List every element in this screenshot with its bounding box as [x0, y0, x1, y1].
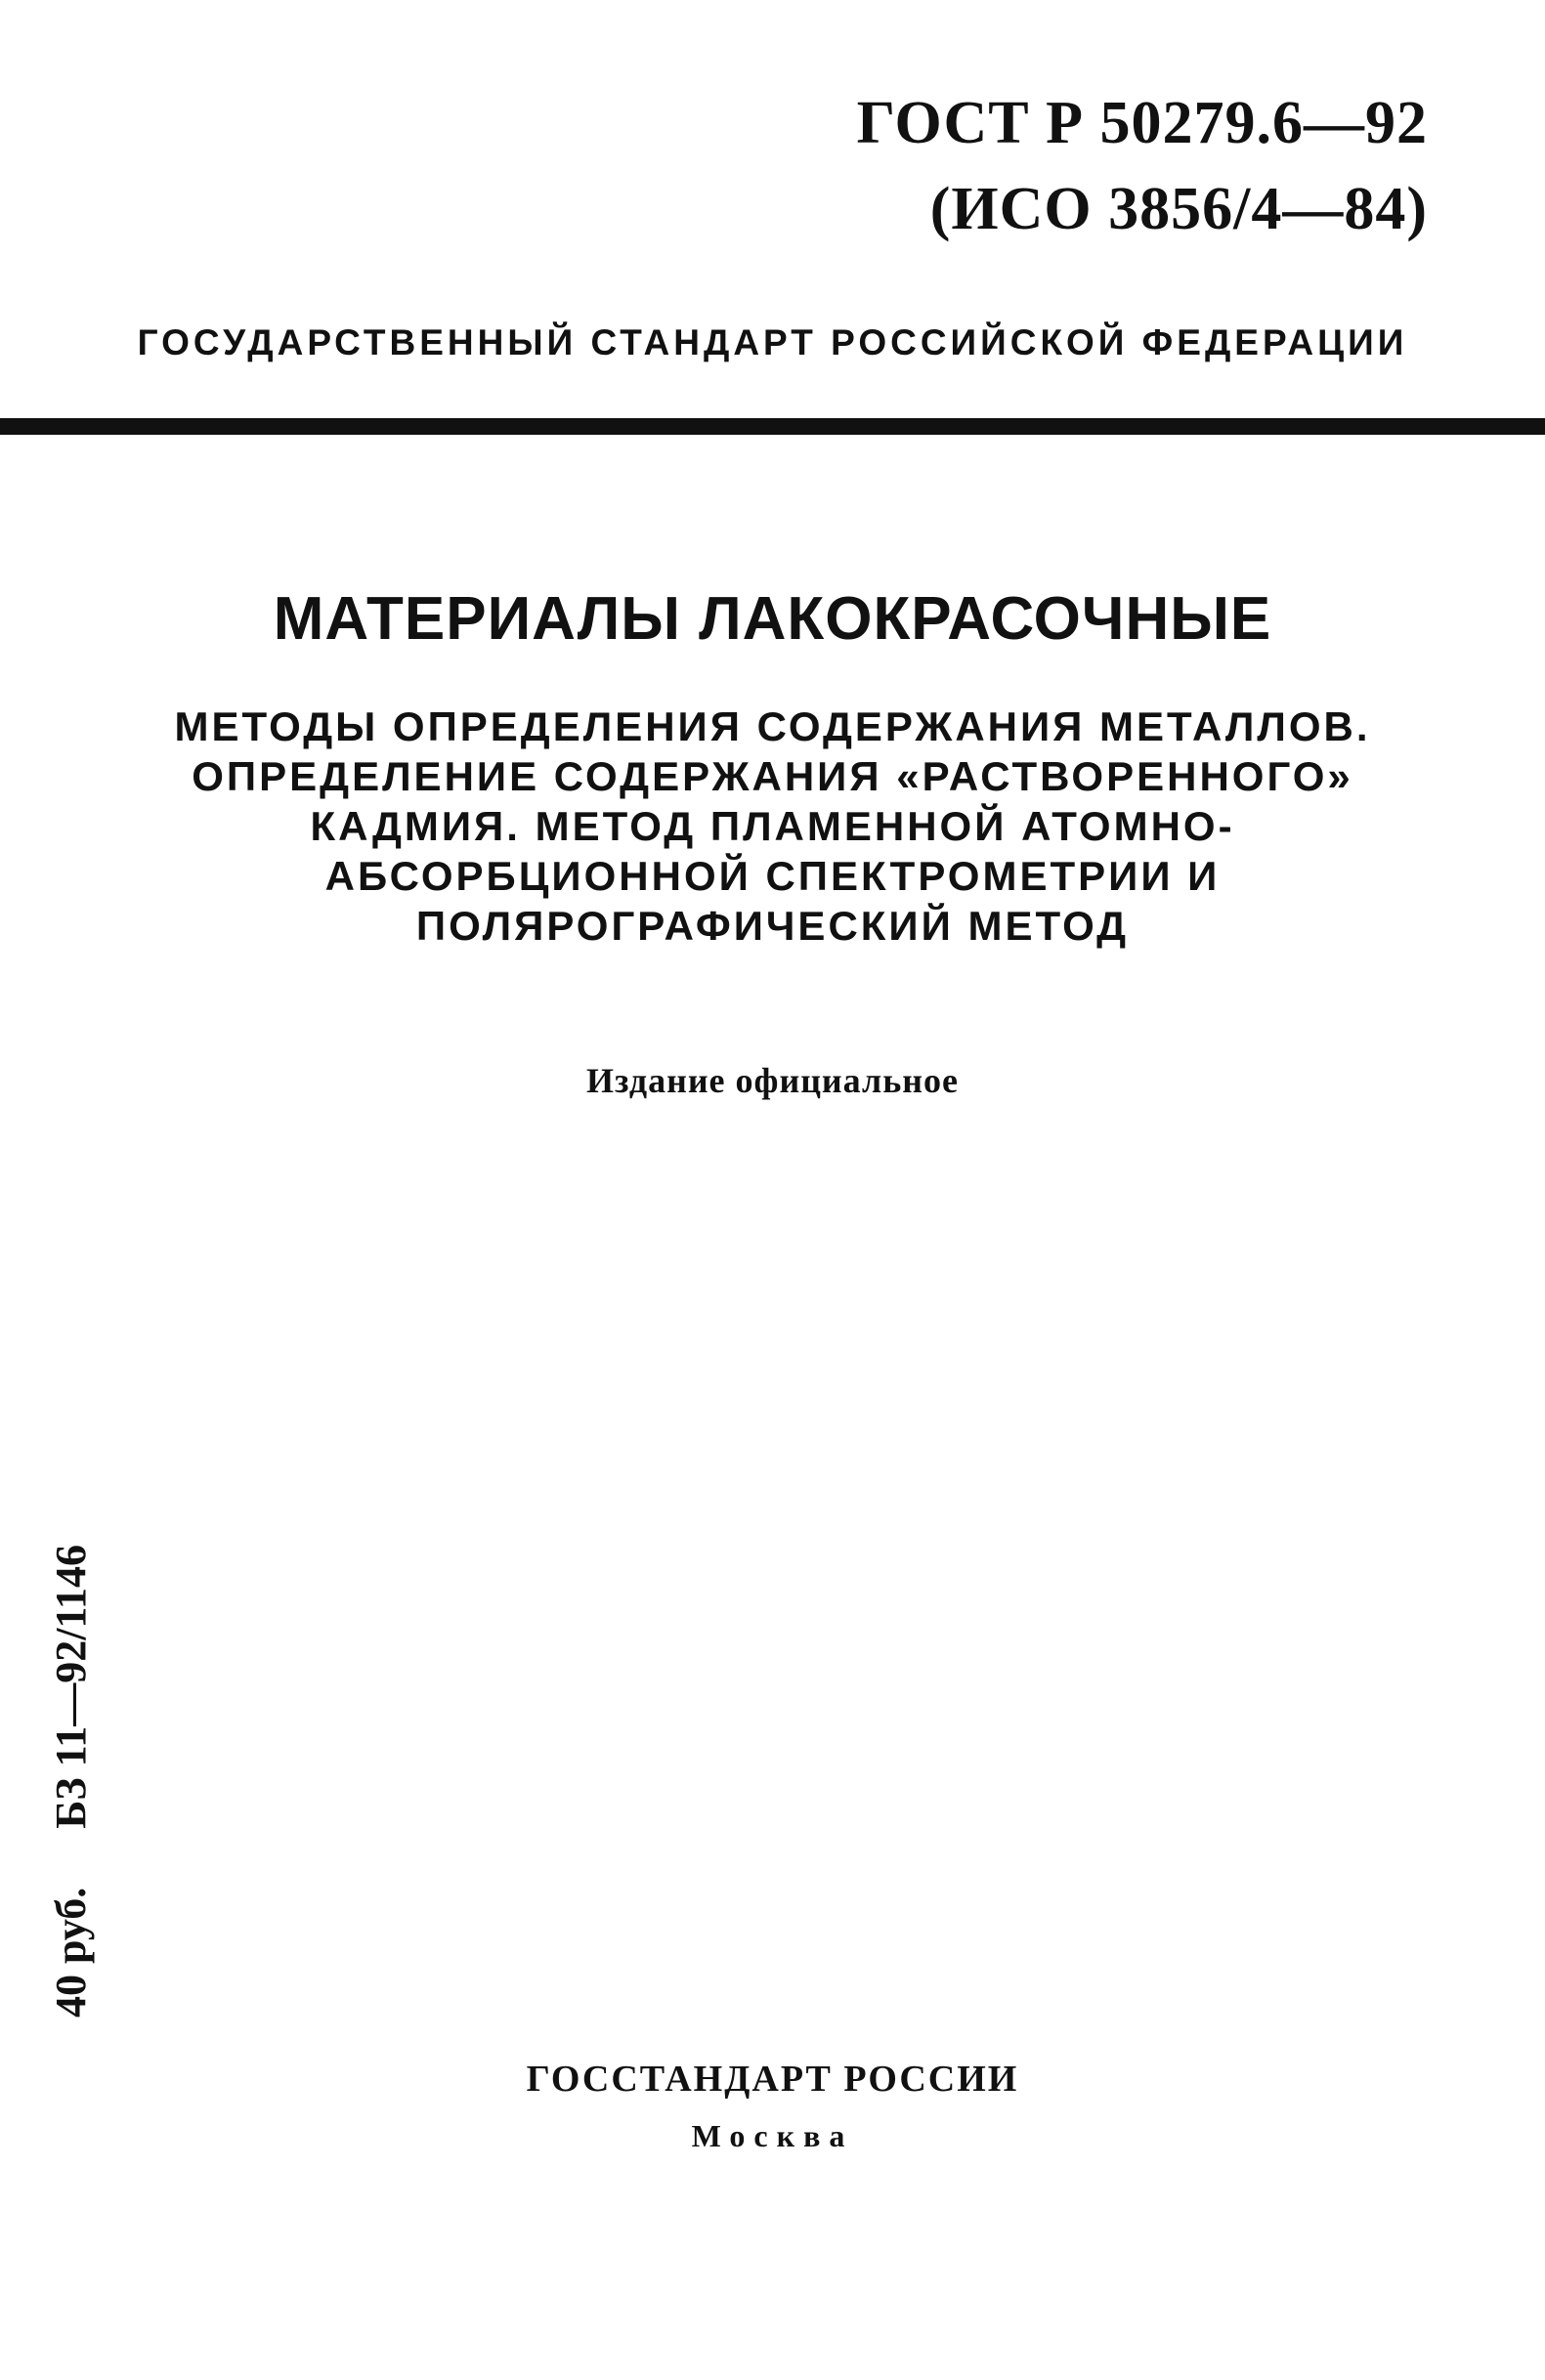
subtitle-line: МЕТОДЫ ОПРЕДЕЛЕНИЯ СОДЕРЖАНИЯ МЕТАЛЛОВ.: [174, 703, 1371, 749]
iso-number: (ИСО 3856/4—84): [929, 176, 1428, 242]
subtitle-line: ПОЛЯРОГРАФИЧЕСКИЙ МЕТОД: [415, 903, 1130, 949]
price-label: 40 руб.: [47, 1887, 95, 2018]
catalog-number: БЗ 11—92/1146: [47, 1545, 95, 1829]
edition-note: Издание официальное: [586, 1061, 959, 1100]
gost-number: ГОСТ Р 50279.6—92: [856, 90, 1428, 156]
state-standard-heading: ГОСУДАРСТВЕННЫЙ СТАНДАРТ РОССИЙСКОЙ ФЕДЕРАЦИИ: [137, 322, 1408, 362]
subtitle-line: ОПРЕДЕЛЕНИЕ СОДЕРЖАНИЯ «РАСТВОРЕННОГО»: [192, 753, 1353, 799]
document-title: МАТЕРИАЛЫ ЛАКОКРАСОЧНЫЕ: [273, 585, 1272, 653]
publisher-city: Москва: [691, 2118, 854, 2153]
subtitle-line: КАДМИЯ. МЕТОД ПЛАМЕННОЙ АТОМНО-: [310, 803, 1235, 849]
subtitle-line: АБСОРБЦИОННОЙ СПЕКТРОМЕТРИИ И: [324, 853, 1221, 899]
document-subtitle: [0, 701, 1545, 951]
horizontal-rule: [0, 418, 1545, 435]
publisher-name: ГОССТАНДАРТ РОССИИ: [526, 2059, 1019, 2100]
standard-designation: [857, 80, 1428, 252]
side-imprint: [37, 1461, 106, 2018]
